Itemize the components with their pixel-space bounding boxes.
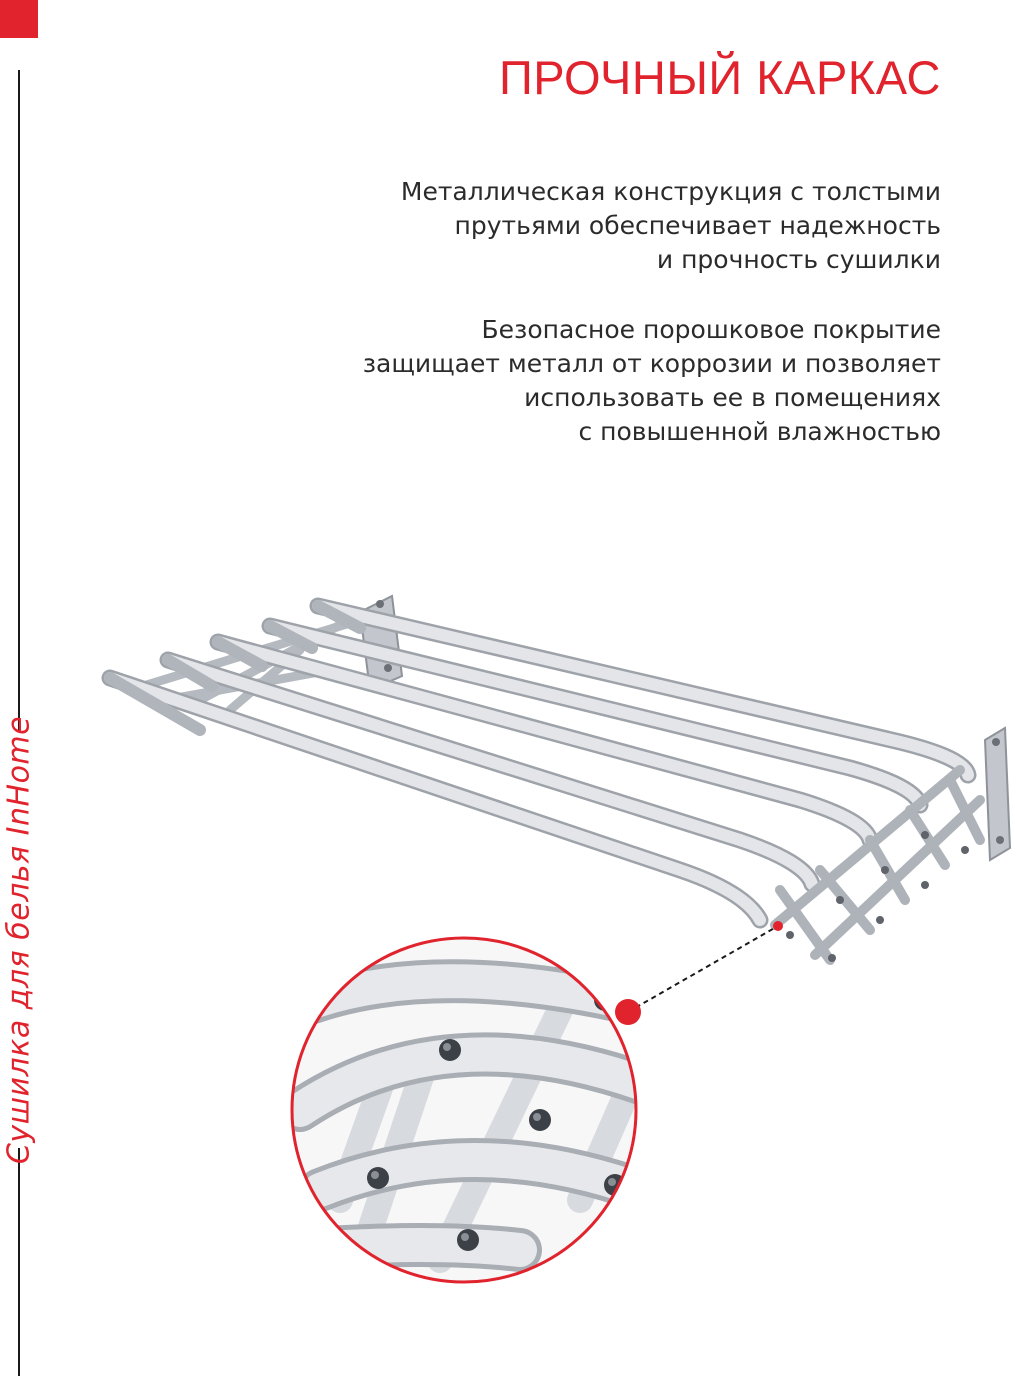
paragraph-line: Металлическая конструкция с толстыми: [400, 177, 941, 206]
description-paragraph-1: [401, 175, 941, 277]
paragraph-line: с повышенной влажностью: [578, 417, 941, 446]
page-title: ПРОЧНЫЙ КАРКАС: [498, 51, 941, 104]
corner-accent-square: [0, 0, 38, 38]
description-paragraph-2: [363, 313, 941, 449]
paragraph-line: защищает металл от коррозии и позволяет: [362, 349, 941, 378]
wall-bracket-right: [985, 728, 1010, 860]
callout-connector: [628, 921, 783, 1012]
paragraph-line: прутьями обеспечивает надежность: [454, 211, 941, 240]
paragraph-line: и прочность сушилки: [656, 245, 941, 274]
zoom-detail-circle: [280, 938, 660, 1282]
paragraph-line: Безопасное порошковое покрытие: [481, 315, 941, 344]
paragraph-line: использовать ее в помещениях: [524, 383, 941, 412]
side-caption: Сушилка для белья InHome: [1, 715, 37, 1165]
dryer-rack-illustration: [0, 560, 1016, 1376]
